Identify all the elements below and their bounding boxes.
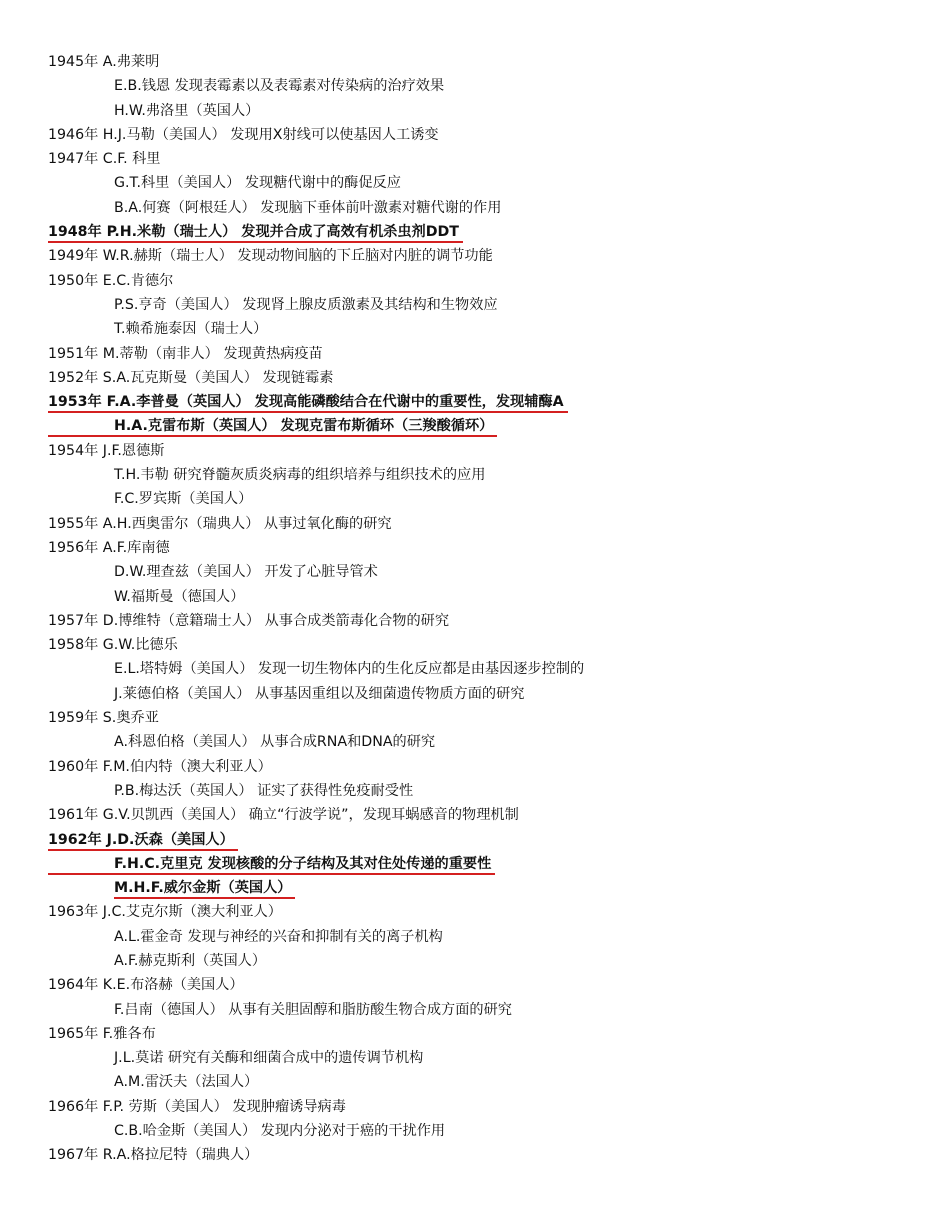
line-text: A.M.雷沃夫（法国人） xyxy=(114,1074,259,1091)
text-line xyxy=(48,585,940,609)
text-line xyxy=(48,1022,940,1046)
text-line xyxy=(48,560,940,584)
line-text: G.T.科里（美国人） 发现糖代谢中的酶促反应 xyxy=(114,175,401,192)
text-line xyxy=(48,682,940,706)
line-text: 1966年 F.P. 劳斯（美国人） 发现肿瘤诱导病毒 xyxy=(48,1098,346,1115)
line-text: E.L.塔特姆（美国人） 发现一切生物体内的生化反应都是由基因逐步控制的 xyxy=(114,661,585,678)
red-underline xyxy=(48,873,495,875)
text-line xyxy=(48,1143,940,1167)
text-line xyxy=(48,317,940,341)
line-text: 1960年 F.M.伯内特（澳大利亚人） xyxy=(48,758,272,775)
line-text: 1945年 A.弗莱明 xyxy=(48,54,160,70)
text-line xyxy=(48,1119,940,1143)
red-underline xyxy=(48,849,238,851)
line-text: W.福斯曼（德国人） xyxy=(114,588,245,605)
red-underline xyxy=(48,411,568,413)
line-text: D.W.理查兹（美国人） 开发了心脏导管术 xyxy=(114,564,378,581)
text-line xyxy=(48,900,940,924)
text-line xyxy=(48,755,940,779)
line-text: 1957年 D.博维特（意籍瑞士人） 从事合成类箭毒化合物的研究 xyxy=(48,612,450,629)
line-text: T.赖希施泰因（瑞士人） xyxy=(114,321,268,338)
text-line xyxy=(48,171,940,195)
text-line xyxy=(48,512,940,536)
line-text: A.F.赫克斯利（英国人） xyxy=(114,952,267,969)
line-text: A.L.霍金奇 发现与神经的兴奋和抑制有关的离子机构 xyxy=(114,928,443,945)
line-text: 1964年 K.E.布洛赫（美国人） xyxy=(48,977,244,994)
text-line xyxy=(48,706,940,730)
line-text: 1956年 A.F.库南德 xyxy=(48,539,170,556)
line-text: B.A.何赛（阿根廷人） 发现脑下垂体前叶激素对糖代谢的作用 xyxy=(114,199,502,216)
document-body xyxy=(48,50,940,1168)
text-line xyxy=(48,876,940,900)
text-line xyxy=(48,536,940,560)
line-text: 1949年 W.R.赫斯（瑞士人） 发现动物间脑的下丘脑对内脏的调节功能 xyxy=(48,248,493,265)
text-line xyxy=(48,99,940,123)
line-text: H.A.克雷布斯（英国人） 发现克雷布斯循环（三羧酸循环） xyxy=(114,418,494,435)
text-line xyxy=(48,123,940,147)
red-underline xyxy=(48,435,497,437)
line-text: T.H.韦勒 研究脊髓灰质炎病毒的组织培养与组织技术的应用 xyxy=(114,467,486,484)
text-line xyxy=(48,463,940,487)
text-line xyxy=(48,487,940,511)
text-line xyxy=(48,609,940,633)
text-line xyxy=(48,293,940,317)
line-text: 1950年 E.C.肯德尔 xyxy=(48,272,174,289)
line-text: 1965年 F.雅各布 xyxy=(48,1025,156,1042)
line-text: F.吕南（德国人） 从事有关胆固醇和脂肪酸生物合成方面的研究 xyxy=(114,1001,512,1018)
line-text: J.莱德伯格（美国人） 从事基因重组以及细菌遗传物质方面的研究 xyxy=(114,685,525,702)
line-text: 1953年 F.A.李普曼（英国人） 发现高能磷酸结合在代谢中的重要性，发现辅酶A xyxy=(48,394,564,411)
line-text: 1961年 G.V.贝凯西（美国人） 确立“行波学说”，发现耳蜗感音的物理机制 xyxy=(48,807,519,824)
text-line xyxy=(48,196,940,220)
red-underline xyxy=(48,241,463,243)
text-line xyxy=(48,1046,940,1070)
text-line xyxy=(48,828,940,852)
text-line xyxy=(48,633,940,657)
line-text: 1963年 J.C.艾克尔斯（澳大利亚人） xyxy=(48,904,282,921)
text-line xyxy=(48,1070,940,1094)
text-line xyxy=(48,147,940,171)
text-line xyxy=(48,657,940,681)
text-line xyxy=(48,220,940,244)
line-text: 1959年 S.奥乔亚 xyxy=(48,710,159,727)
text-line xyxy=(48,998,940,1022)
line-text: F.H.C.克里克 发现核酸的分子结构及其对住处传递的重要性 xyxy=(114,855,492,872)
line-text: 1954年 J.F.恩德斯 xyxy=(48,442,165,459)
line-text: A.科恩伯格（美国人） 从事合成RNA和DNA的研究 xyxy=(114,734,436,751)
text-line xyxy=(48,269,940,293)
line-text: 1951年 M.蒂勒（南非人） 发现黄热病疫苗 xyxy=(48,345,323,362)
text-line xyxy=(48,390,940,414)
line-text: 1948年 P.H.米勒（瑞士人） 发现并合成了高效有机杀虫剂DDT xyxy=(48,224,459,241)
text-line xyxy=(48,342,940,366)
text-line xyxy=(48,244,940,268)
text-line xyxy=(48,779,940,803)
text-line xyxy=(48,50,940,74)
text-line xyxy=(48,366,940,390)
line-text: H.W.弗洛里（英国人） xyxy=(114,102,260,119)
text-line xyxy=(48,74,940,98)
text-line xyxy=(48,852,940,876)
text-line xyxy=(48,973,940,997)
red-underline xyxy=(114,897,295,899)
line-text: 1967年 R.A.格拉尼特（瑞典人） xyxy=(48,1147,259,1164)
line-text: 1955年 A.H.西奥雷尔（瑞典人） 从事过氧化酶的研究 xyxy=(48,515,392,532)
text-line xyxy=(48,730,940,754)
line-text: 1952年 S.A.瓦克斯曼（美国人） 发现链霉素 xyxy=(48,369,334,386)
line-text: P.S.亨奇（美国人） 发现肾上腺皮质激素及其结构和生物效应 xyxy=(114,296,498,313)
text-line xyxy=(48,1095,940,1119)
line-text: 1962年 J.D.沃森（美国人） xyxy=(48,831,234,848)
line-text: 1946年 H.J.马勒（美国人） 发现用X射线可以使基因人工诱变 xyxy=(48,126,439,143)
text-line xyxy=(48,414,940,438)
text-line xyxy=(48,925,940,949)
line-text: J.L.莫诺 研究有关酶和细菌合成中的遗传调节机构 xyxy=(114,1050,424,1067)
line-text: P.B.梅达沃（英国人） 证实了获得性免疫耐受性 xyxy=(114,782,414,799)
line-text: F.C.罗宾斯（美国人） xyxy=(114,491,253,508)
line-text: M.H.F.威尔金斯（英国人） xyxy=(114,880,292,897)
line-text: E.B.钱恩 发现表霉素以及表霉素对传染病的治疗效果 xyxy=(114,78,445,95)
line-text: 1958年 G.W.比德乐 xyxy=(48,637,178,654)
line-text: C.B.哈金斯（美国人） 发现内分泌对于癌的干扰作用 xyxy=(114,1123,446,1140)
text-line xyxy=(48,803,940,827)
text-line xyxy=(48,949,940,973)
text-line xyxy=(48,439,940,463)
line-text: 1947年 C.F. 科里 xyxy=(48,151,161,168)
